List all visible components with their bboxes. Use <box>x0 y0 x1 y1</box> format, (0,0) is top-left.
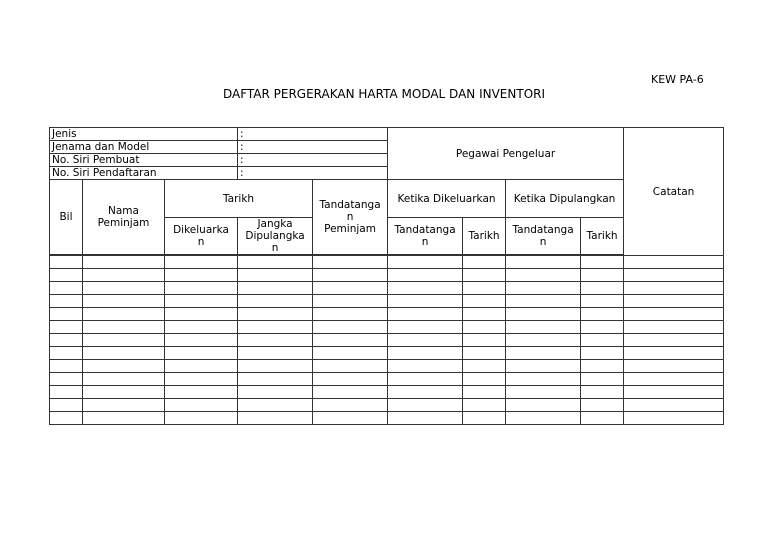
table-cell[interactable] <box>506 399 581 412</box>
table-cell[interactable] <box>238 295 313 308</box>
table-cell[interactable] <box>238 334 313 347</box>
table-cell[interactable] <box>238 386 313 399</box>
table-cell[interactable] <box>463 399 506 412</box>
header-tandatangan-dikeluarkan: Tandatanga n <box>388 218 463 255</box>
table-cell[interactable] <box>506 295 581 308</box>
table-row <box>50 321 724 334</box>
table-cell[interactable] <box>463 308 506 321</box>
table-cell[interactable] <box>83 386 165 399</box>
table-cell[interactable] <box>50 256 83 269</box>
info-value-jenama[interactable]: : <box>238 141 388 154</box>
table-cell[interactable] <box>506 373 581 386</box>
header-dikeluarkan: Dikeluarka n <box>165 218 238 255</box>
page-title: DAFTAR PERGERAKAN HARTA MODAL DAN INVENTORI <box>222 87 546 101</box>
table-cell[interactable] <box>165 373 238 386</box>
table-cell[interactable] <box>313 399 388 412</box>
table-cell[interactable] <box>50 334 83 347</box>
table-row <box>50 412 724 425</box>
table-row <box>50 295 724 308</box>
table-cell[interactable] <box>581 282 624 295</box>
table-cell[interactable] <box>581 360 624 373</box>
table-cell[interactable] <box>313 308 388 321</box>
table-cell[interactable] <box>624 360 724 373</box>
table-row <box>50 256 724 269</box>
table-cell[interactable] <box>463 282 506 295</box>
header-tandatangan-peminjam: Tandatanga n Peminjam <box>313 180 388 255</box>
table-cell[interactable] <box>388 386 463 399</box>
info-label-jenis: Jenis <box>50 128 238 141</box>
table-cell[interactable] <box>581 295 624 308</box>
table-cell[interactable] <box>165 321 238 334</box>
table-cell[interactable] <box>388 347 463 360</box>
table-cell[interactable] <box>463 386 506 399</box>
table-cell[interactable] <box>624 412 724 425</box>
table-cell[interactable] <box>624 373 724 386</box>
table-cell[interactable] <box>581 308 624 321</box>
table-cell[interactable] <box>624 295 724 308</box>
table-cell[interactable] <box>165 282 238 295</box>
table-cell[interactable] <box>165 308 238 321</box>
table-row <box>50 282 724 295</box>
table-cell[interactable] <box>388 412 463 425</box>
table-cell[interactable] <box>463 412 506 425</box>
table-cell[interactable] <box>506 360 581 373</box>
table-cell[interactable] <box>238 360 313 373</box>
table-cell[interactable] <box>165 256 238 269</box>
table-cell[interactable] <box>624 386 724 399</box>
table-cell[interactable] <box>506 308 581 321</box>
table-cell[interactable] <box>388 269 463 282</box>
table-cell[interactable] <box>238 308 313 321</box>
table-cell[interactable] <box>50 282 83 295</box>
table-cell[interactable] <box>388 282 463 295</box>
table-cell[interactable] <box>388 256 463 269</box>
table-cell[interactable] <box>313 347 388 360</box>
table-cell[interactable] <box>581 373 624 386</box>
table-cell[interactable] <box>624 334 724 347</box>
table-cell[interactable] <box>388 308 463 321</box>
table-cell[interactable] <box>581 321 624 334</box>
table-cell[interactable] <box>83 295 165 308</box>
table-cell[interactable] <box>506 412 581 425</box>
header-catatan: Catatan <box>624 128 724 256</box>
table-cell[interactable] <box>313 282 388 295</box>
table-cell[interactable] <box>388 321 463 334</box>
table-cell[interactable] <box>624 321 724 334</box>
table-row <box>50 399 724 412</box>
table-cell[interactable] <box>50 386 83 399</box>
info-label-jenama: Jenama dan Model <box>50 141 238 154</box>
table-cell[interactable] <box>463 360 506 373</box>
table-cell[interactable] <box>83 308 165 321</box>
table-cell[interactable] <box>165 399 238 412</box>
table-cell[interactable] <box>388 334 463 347</box>
table-cell[interactable] <box>313 295 388 308</box>
table-cell[interactable] <box>165 412 238 425</box>
table-cell[interactable] <box>313 386 388 399</box>
table-cell[interactable] <box>50 295 83 308</box>
table-cell[interactable] <box>165 269 238 282</box>
table-row <box>50 360 724 373</box>
table-cell[interactable] <box>238 399 313 412</box>
table-cell[interactable] <box>165 386 238 399</box>
table-cell[interactable] <box>50 412 83 425</box>
table-row <box>50 308 724 321</box>
table-cell[interactable] <box>50 360 83 373</box>
table-cell[interactable] <box>506 256 581 269</box>
table-cell[interactable] <box>463 334 506 347</box>
table-cell[interactable] <box>50 321 83 334</box>
info-value-jenis[interactable]: : <box>238 128 388 141</box>
table-cell[interactable] <box>388 399 463 412</box>
table-cell[interactable] <box>313 360 388 373</box>
table-cell[interactable] <box>581 386 624 399</box>
table-cell[interactable] <box>238 347 313 360</box>
table-cell[interactable] <box>624 308 724 321</box>
table-cell[interactable] <box>313 321 388 334</box>
header-ketika-dipulangkan: Ketika Dipulangkan <box>506 180 624 218</box>
table-cell[interactable] <box>238 282 313 295</box>
table-row <box>50 347 724 360</box>
table-cell[interactable] <box>506 334 581 347</box>
table-cell[interactable] <box>506 347 581 360</box>
table-cell[interactable] <box>463 347 506 360</box>
table-row <box>50 373 724 386</box>
table-cell[interactable] <box>506 321 581 334</box>
table-cell[interactable] <box>313 269 388 282</box>
table-row <box>50 334 724 347</box>
table-cell[interactable] <box>463 256 506 269</box>
table-cell[interactable] <box>581 269 624 282</box>
table-cell[interactable] <box>624 269 724 282</box>
table-cell[interactable] <box>165 347 238 360</box>
table-cell[interactable] <box>50 347 83 360</box>
table-cell[interactable] <box>463 373 506 386</box>
table-cell[interactable] <box>624 256 724 269</box>
table-cell[interactable] <box>238 373 313 386</box>
table-cell[interactable] <box>624 347 724 360</box>
table-cell[interactable] <box>83 321 165 334</box>
header-tarikh: Tarikh <box>165 180 313 218</box>
table-cell[interactable] <box>506 282 581 295</box>
table-cell[interactable] <box>238 321 313 334</box>
table-cell[interactable] <box>463 269 506 282</box>
table-row <box>50 269 724 282</box>
table-cell[interactable] <box>581 334 624 347</box>
table-cell[interactable] <box>388 295 463 308</box>
header-pegawai-pengeluar: Pegawai Pengeluar <box>388 128 624 180</box>
table-cell[interactable] <box>388 373 463 386</box>
table-cell[interactable] <box>238 256 313 269</box>
table-cell[interactable] <box>238 269 313 282</box>
table-cell[interactable] <box>624 399 724 412</box>
table-cell[interactable] <box>463 321 506 334</box>
table-cell[interactable] <box>581 256 624 269</box>
header-ketika-dikeluarkan: Ketika Dikeluarkan <box>388 180 506 218</box>
info-value-siri-pembuat[interactable]: : <box>238 154 388 167</box>
table-cell[interactable] <box>83 399 165 412</box>
header-jangka-dipulangkan: Jangka Dipulangka n <box>238 218 313 255</box>
form-code: KEW PA-6 <box>651 73 704 86</box>
table-cell[interactable] <box>624 282 724 295</box>
table-cell[interactable] <box>50 308 83 321</box>
table-row <box>50 386 724 399</box>
table-cell[interactable] <box>388 360 463 373</box>
info-value-siri-pendaftaran[interactable]: : <box>238 167 388 180</box>
table-cell[interactable] <box>506 269 581 282</box>
table-cell[interactable] <box>83 412 165 425</box>
table-cell[interactable] <box>313 373 388 386</box>
table-cell[interactable] <box>463 295 506 308</box>
table-cell[interactable] <box>83 347 165 360</box>
table-cell[interactable] <box>83 360 165 373</box>
table-cell[interactable] <box>50 373 83 386</box>
info-label-siri-pembuat: No. Siri Pembuat <box>50 154 238 167</box>
table-cell[interactable] <box>581 412 624 425</box>
table-cell[interactable] <box>83 256 165 269</box>
table-cell[interactable] <box>83 282 165 295</box>
table-cell[interactable] <box>50 269 83 282</box>
table-cell[interactable] <box>50 399 83 412</box>
table-cell[interactable] <box>165 360 238 373</box>
table-cell[interactable] <box>506 386 581 399</box>
table-cell[interactable] <box>313 412 388 425</box>
table-cell[interactable] <box>313 256 388 269</box>
table-cell[interactable] <box>238 412 313 425</box>
header-tandatangan-dipulangkan: Tandatanga n <box>506 218 581 255</box>
movement-register-table <box>49 127 724 425</box>
table-cell[interactable] <box>581 399 624 412</box>
header-bil: Bil <box>50 180 83 255</box>
table-cell[interactable] <box>83 373 165 386</box>
table-cell[interactable] <box>313 334 388 347</box>
table-cell[interactable] <box>83 269 165 282</box>
table-cell[interactable] <box>165 334 238 347</box>
header-nama-peminjam: Nama Peminjam <box>83 180 165 255</box>
header-tarikh-dipulangkan: Tarikh <box>581 218 624 255</box>
table-cell[interactable] <box>581 347 624 360</box>
table-cell[interactable] <box>165 295 238 308</box>
info-label-siri-pendaftaran: No. Siri Pendaftaran <box>50 167 238 180</box>
header-tarikh-dikeluarkan: Tarikh <box>463 218 506 255</box>
table-cell[interactable] <box>83 334 165 347</box>
